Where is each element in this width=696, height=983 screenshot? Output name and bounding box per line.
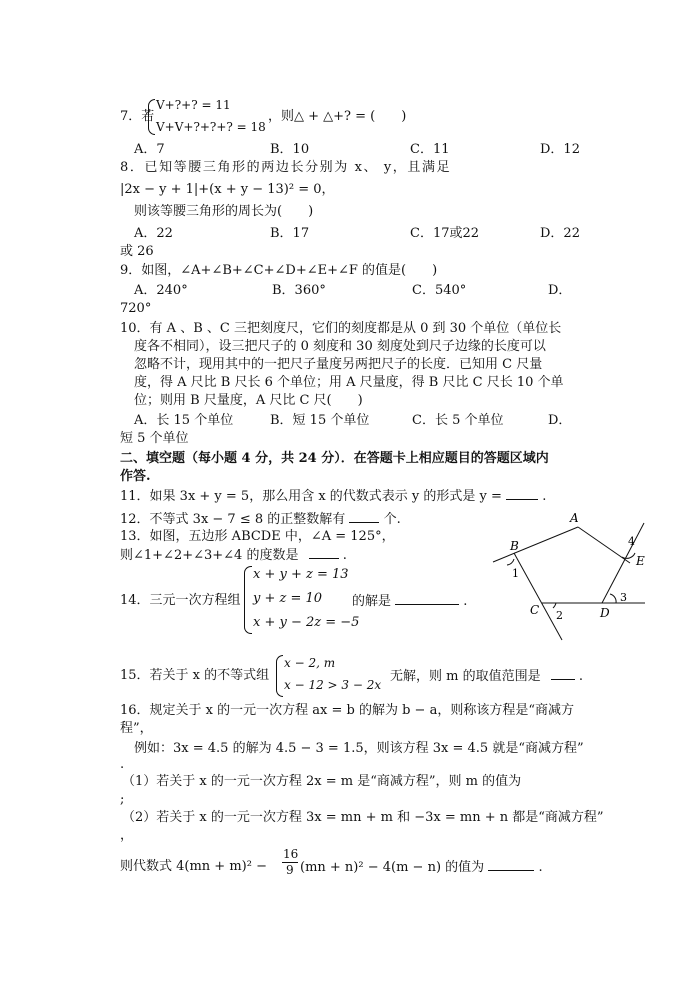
q11-blank[interactable] bbox=[506, 487, 538, 500]
q11-end: . bbox=[542, 489, 547, 504]
q10-line3: 忽略不计，现用其中的一把尺子量度另两把尺子的长度．已知用 C 尺量 bbox=[134, 357, 543, 372]
q12-label: 12．不等式 3x − 7 ≤ 8 的正整数解有 bbox=[120, 512, 346, 527]
q16-line9a: 则代数式 4(mn + m)² − bbox=[120, 859, 267, 874]
q15-suffix bbox=[390, 667, 583, 686]
q16-label: (mn + n)² − 4(m − n) 的值为 bbox=[300, 860, 485, 875]
q10-option-d: D． bbox=[548, 413, 572, 428]
q10-option-c: C．长 5 个单位 bbox=[412, 413, 504, 428]
q16-line9b bbox=[300, 858, 543, 877]
angle-4-arc bbox=[622, 553, 635, 558]
q16-blank[interactable] bbox=[488, 858, 534, 871]
q7-brace bbox=[148, 99, 155, 135]
vertex-e-label: E bbox=[636, 554, 645, 568]
q15-label: 无解，则 m 的取值范围是 bbox=[390, 669, 541, 684]
q12-blank[interactable] bbox=[349, 510, 379, 523]
section2-heading: 二、填空题（每小题 4 分，共 24 分）．在答题卡上相应题目的答题区域内 bbox=[120, 451, 549, 466]
q12-text bbox=[120, 510, 401, 529]
q9-option-c: C．540° bbox=[412, 283, 467, 298]
q14-eq3: x + y − 2z = −5 bbox=[253, 615, 360, 630]
vertex-b-label: B bbox=[510, 539, 519, 553]
angle-1-arc bbox=[507, 559, 514, 565]
q10-line4: 度，得 A 尺比 B 尺长 6 个单位；用 A 尺量度，得 B 尺比 C 尺长 10 个单 bbox=[134, 375, 564, 390]
q16-frac-den: 9 bbox=[286, 863, 294, 877]
q10-option-b: B．短 15 个单位 bbox=[270, 413, 370, 428]
q8-line2: |2x − y + 1|+(x + y − 13)² = 0， bbox=[120, 182, 335, 197]
q11-label: 11．如果 3x + y = 5，那么用含 x 的代数式表示 y 的形式是 y = bbox=[120, 489, 502, 504]
q13-label: 则∠1+∠2+∠3+∠4 的度数是 bbox=[120, 548, 299, 563]
q16-line3: 例如：3x = 4.5 的解为 4.5 − 3 = 1.5，则该方程 3x = 4.5 就是“商减方程” bbox=[134, 741, 584, 756]
q10-line1: 10．有 A 、B 、C 三把刻度尺，它们的刻度都是从 0 到 30 个单位（单位长 bbox=[120, 321, 562, 336]
angle-2-label: 2 bbox=[556, 609, 563, 622]
q7-eq2: V+V+?+?+? = 18 bbox=[156, 120, 266, 134]
q16-line6: ; bbox=[120, 792, 125, 807]
q15-blank[interactable] bbox=[551, 667, 575, 680]
q16-end: . bbox=[538, 860, 543, 875]
pentagon-figure bbox=[490, 505, 660, 645]
vertex-c-label: C bbox=[530, 603, 540, 617]
q10-option-a: A．长 15 个单位 bbox=[134, 413, 234, 428]
q16-line5: （1）若关于 x 的一元一次方程 2x = m 是“商减方程”，则 m 的值为 bbox=[122, 774, 522, 789]
q12-end: 个. bbox=[383, 512, 401, 527]
q10-line2: 度各不相同），设三把尺子的 0 刻度和 30 刻度处到尺子边缘的长度可以 bbox=[134, 339, 546, 354]
q8-line1: 8．已知等腰三角形的两边长分别为 x、 y，且满足 bbox=[120, 160, 452, 175]
q9-option-wrap: 720° bbox=[120, 301, 152, 316]
q15-prefix: 15．若关于 x 的不等式组 bbox=[120, 668, 270, 683]
q7-suffix: ，则△ + △+? = ( ) bbox=[268, 109, 407, 124]
vertex-d-label: D bbox=[600, 606, 610, 620]
q7-eq1: V+?+? = 11 bbox=[156, 98, 231, 112]
angle-4-label: 4 bbox=[628, 535, 635, 548]
q8-line3: 则该等腰三角形的周长为( ) bbox=[134, 204, 314, 219]
q16-frac-num: 16 bbox=[283, 847, 299, 861]
q16-line8: ， bbox=[120, 828, 134, 843]
q13-end: . bbox=[342, 548, 347, 563]
angle-3-label: 3 bbox=[620, 591, 627, 604]
q7-option-c: C．11 bbox=[410, 142, 450, 157]
angle-2-arc bbox=[553, 603, 556, 608]
q14-end: . bbox=[463, 594, 468, 609]
q16-line4: . bbox=[120, 757, 125, 772]
angle-1-label: 1 bbox=[512, 567, 519, 580]
q15-end: . bbox=[578, 669, 584, 684]
q15-brace bbox=[276, 655, 283, 697]
q9-option-d: D． bbox=[548, 283, 572, 298]
q13-line1: 13．如图，五边形 ABCDE 中，∠A = 125°， bbox=[120, 529, 395, 544]
q13-line2 bbox=[120, 546, 347, 565]
q7-option-a: A．7 bbox=[134, 142, 165, 157]
q8-option-wrap: 或 26 bbox=[120, 244, 154, 259]
q8-option-a: A．22 bbox=[134, 226, 173, 241]
q16-line1: 16．规定关于 x 的一元一次方程 ax = b 的解为 b − a，则称该方程是“商减方 bbox=[120, 703, 574, 718]
q8-option-d: D．22 bbox=[540, 226, 580, 241]
q10-line5: 位；则用 B 尺量度，A 尺比 C 尺( ) bbox=[134, 393, 363, 408]
q14-label: 的解是 bbox=[352, 594, 392, 609]
q8-option-c: C．17或22 bbox=[410, 226, 480, 241]
q14-eq1: x + y + z = 13 bbox=[253, 567, 349, 582]
q14-eq2: y + z = 10 bbox=[253, 591, 323, 606]
q9-line1: 9．如图，∠A+∠B+∠C+∠D+∠E+∠F 的值是( ) bbox=[120, 263, 438, 278]
q14-suffix bbox=[352, 592, 467, 611]
q7-option-b: B．10 bbox=[270, 142, 310, 157]
q9-option-a: A．240° bbox=[134, 283, 188, 298]
q14-blank[interactable] bbox=[395, 592, 459, 605]
q14-brace bbox=[244, 566, 252, 634]
q15-eq1: x − 2, m bbox=[284, 656, 336, 670]
q13-blank[interactable] bbox=[309, 546, 339, 559]
q14-prefix: 14．三元一次方程组 bbox=[120, 593, 241, 608]
q7-option-d: D．12 bbox=[540, 142, 580, 157]
q9-option-b: B．360° bbox=[272, 283, 326, 298]
q8-option-b: B．17 bbox=[270, 226, 310, 241]
q15-eq2: x − 12 > 3 − 2x bbox=[284, 678, 382, 692]
angle-3-arc bbox=[610, 594, 616, 603]
section2-heading-wrap: 作答. bbox=[120, 469, 151, 484]
q16-line2: 程”， bbox=[120, 721, 153, 736]
q11-text bbox=[120, 487, 546, 506]
q7-prefix: 7．若 bbox=[120, 109, 155, 124]
line-ba-extended bbox=[493, 527, 578, 562]
q10-option-wrap: 短 5 个单位 bbox=[120, 431, 189, 446]
q16-line7: （2）若关于 x 的一元一次方程 3x = mn + m 和 −3x = mn + n 都是“商减方程” bbox=[122, 810, 604, 825]
line-bc-extended bbox=[514, 553, 562, 640]
vertex-a-label: A bbox=[570, 511, 579, 525]
